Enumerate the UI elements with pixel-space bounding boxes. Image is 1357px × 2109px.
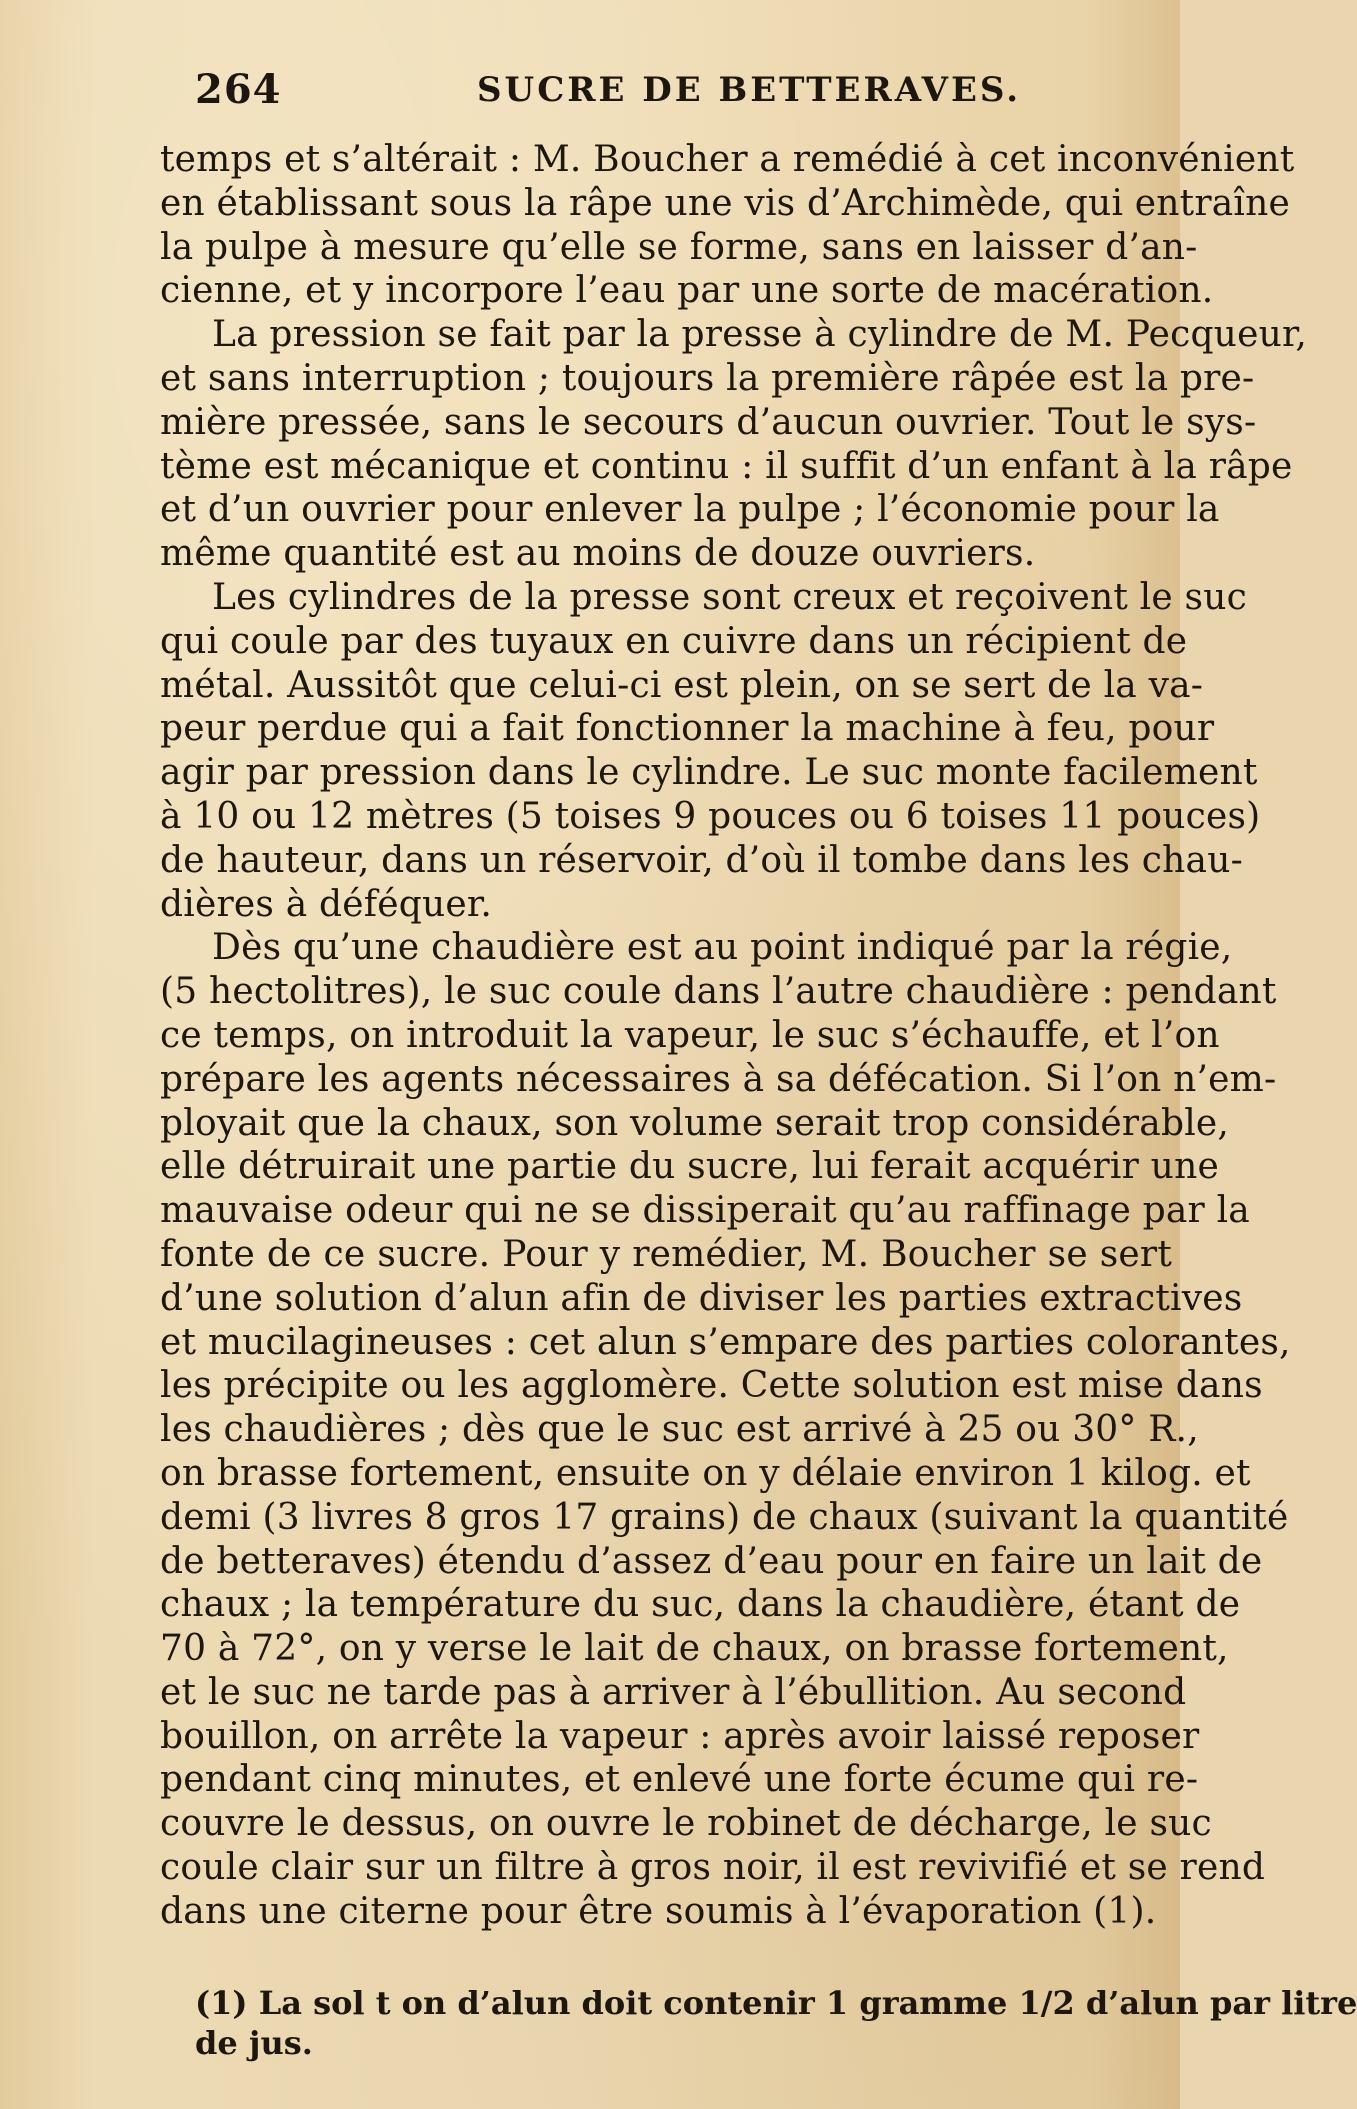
- text-line: chaux ; la température du suc, dans la chaudière, étant de: [160, 1584, 1241, 1626]
- text-line: on brasse fortement, ensuite on y délaie environ 1 kilog. et: [160, 1452, 1251, 1494]
- text-line: temps et s’altérait : M. Boucher a remédié à cet inconvénient: [160, 139, 1295, 180]
- text-line: ce temps, on introduit la vapeur, le suc s’échauffe, et l’on: [160, 1014, 1220, 1056]
- running-title: SUCRE DE BETTERAVES.: [477, 70, 1022, 110]
- text-line: ployait que la chaux, son volume serait trop considérable,: [160, 1102, 1230, 1144]
- text-line: dières à déféquer.: [160, 883, 493, 925]
- text-line: pendant cinq minutes, et enlevé une forte écume qui re-: [160, 1759, 1199, 1801]
- footnote-line: (1) La sol t on d’alun doit contenir 1 gramme 1/2 d’alun par litre: [195, 1984, 1357, 2022]
- text-line: même quantité est au moins de douze ouvriers.: [160, 533, 1036, 575]
- text-line: qui coule par des tuyaux en cuivre dans un récipient de: [160, 620, 1188, 662]
- paragraph-start-line: Dès qu’une chaudière est au point indiqué par la régie,: [212, 927, 1233, 969]
- text-line: prépare les agents nécessaires à sa défécation. Si l’on n’em-: [160, 1058, 1277, 1100]
- text-line: d’une solution d’alun afin de diviser les parties extractives: [160, 1277, 1243, 1319]
- paragraph-start-line: La pression se fait par la presse à cylindre de M. Pecqueur,: [212, 314, 1308, 356]
- text-line: métal. Aussitôt que celui-ci est plein, on se sert de la va-: [160, 664, 1204, 706]
- text-line: à 10 ou 12 mètres (5 toises 9 pouces ou 6 toises 11 pouces): [160, 795, 1261, 837]
- text-line: et mucilagineuses : cet alun s’empare des parties colorantes,: [160, 1321, 1291, 1363]
- text-line: cienne, et y incorpore l’eau par une sorte de macération.: [160, 270, 1214, 312]
- text-line: tème est mécanique et continu : il suffit d’un enfant à la râpe: [160, 445, 1293, 487]
- text-line: peur perdue qui a fait fonctionner la machine à feu, pour: [160, 708, 1215, 750]
- paragraph-start-line: Les cylindres de la presse sont creux et reçoivent le suc: [212, 576, 1247, 618]
- page-header: [195, 66, 1170, 114]
- text-line: et le suc ne tarde pas à arriver à l’ébullition. Au second: [160, 1671, 1187, 1713]
- text-line: mière pressée, sans le secours d’aucun ouvrier. Tout le sys-: [160, 401, 1257, 443]
- text-line: de betteraves) étendu d’assez d’eau pour en faire un lait de: [160, 1540, 1263, 1582]
- footnote-line: de jus.: [195, 2024, 313, 2062]
- body-text: [160, 138, 1308, 1934]
- text-line: demi (3 livres 8 gros 17 grains) de chaux (suivant la quantité: [160, 1496, 1289, 1538]
- text-line: mauvaise odeur qui ne se dissiperait qu’au raffinage par la: [160, 1190, 1250, 1232]
- text-line: fonte de ce sucre. Pour y remédier, M. Boucher se sert: [160, 1233, 1172, 1275]
- text-line: et sans interruption ; toujours la première râpée est la pre-: [160, 357, 1255, 399]
- text-line: bouillon, on arrête la vapeur : après avoir laissé reposer: [160, 1715, 1200, 1757]
- text-line: agir par pression dans le cylindre. Le suc monte facilement: [160, 752, 1258, 794]
- text-line: elle détruirait une partie du sucre, lui ferait acquérir une: [160, 1146, 1219, 1188]
- text-line: dans une citerne pour être soumis à l’évaporation (1).: [160, 1890, 1157, 1932]
- footnote: [195, 1983, 1357, 2063]
- text-line: couvre le dessus, on ouvre le robinet de décharge, le suc: [160, 1803, 1212, 1845]
- text-line: la pulpe à mesure qu’elle se forme, sans en laisser d’an-: [160, 226, 1198, 268]
- text-line: (5 hectolitres), le suc coule dans l’autre chaudière : pendant: [160, 971, 1277, 1013]
- text-line: les chaudières ; dès que le suc est arrivé à 25 ou 30° R.,: [160, 1409, 1199, 1451]
- text-line: 70 à 72°, on y verse le lait de chaux, on brasse fortement,: [160, 1628, 1229, 1670]
- text-line: et d’un ouvrier pour enlever la pulpe ; l’économie pour la: [160, 489, 1220, 531]
- text-line: en établissant sous la râpe une vis d’Archimède, qui entraîne: [160, 182, 1291, 224]
- text-line: les précipite ou les agglomère. Cette solution est mise dans: [160, 1365, 1263, 1407]
- page-number: 264: [195, 66, 282, 113]
- text-line: coule clair sur un filtre à gros noir, il est revivifié et se rend: [160, 1847, 1266, 1889]
- text-line: de hauteur, dans un réservoir, d’où il tombe dans les chau-: [160, 839, 1243, 881]
